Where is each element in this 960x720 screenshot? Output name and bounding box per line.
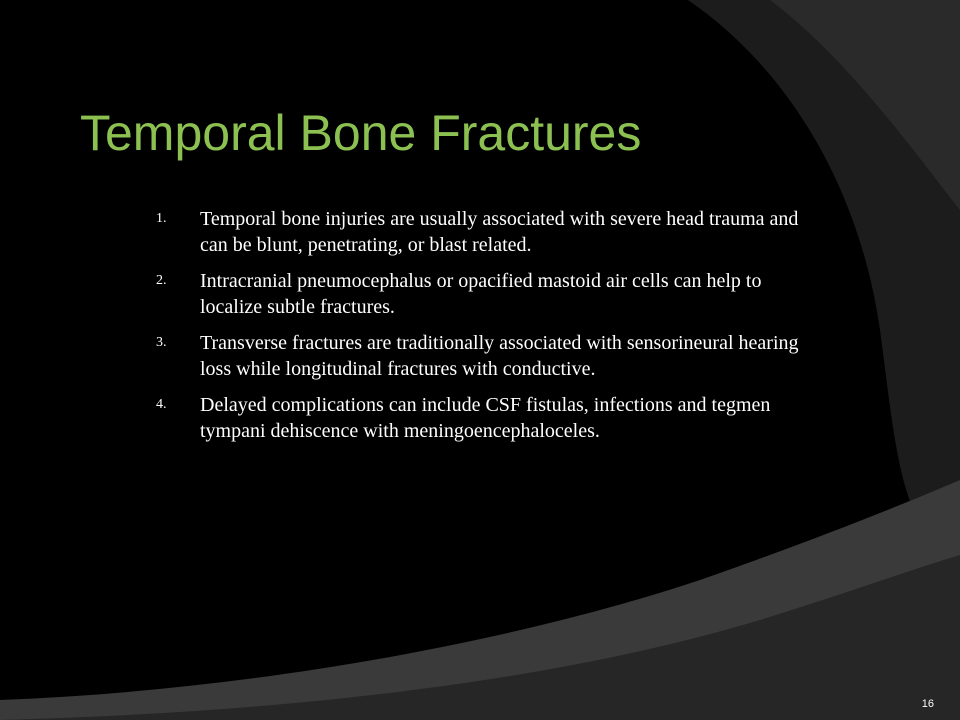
slide-title: Temporal Bone Fractures: [80, 105, 642, 161]
list-item: [156, 392, 816, 444]
list-item-number: 3.: [156, 335, 167, 350]
list-item-text: Temporal bone injuries are usually associated with severe head trauma and can be blunt, penetrating, or blast related.: [200, 208, 799, 256]
list-item-text: Delayed complications can include CSF fistulas, infections and tegmen tympani dehiscence with meningoencephaloceles.: [200, 394, 771, 442]
list-item-number: 2.: [156, 273, 167, 288]
slide-number: 16: [921, 698, 934, 710]
list-item-text: Intracranial pneumocephalus or opacified mastoid air cells can help to localize subtle fractures.: [200, 270, 762, 318]
list-item-text: Transverse fractures are traditionally associated with sensorineural hearing loss while longitudinal fractures with conductive.: [200, 332, 799, 380]
list-item-number: 1.: [156, 211, 167, 226]
list-item: [156, 268, 816, 320]
bullet-list: [156, 206, 816, 454]
list-item: [156, 330, 816, 382]
list-item-number: 4.: [156, 397, 167, 412]
list-item: [156, 206, 816, 258]
